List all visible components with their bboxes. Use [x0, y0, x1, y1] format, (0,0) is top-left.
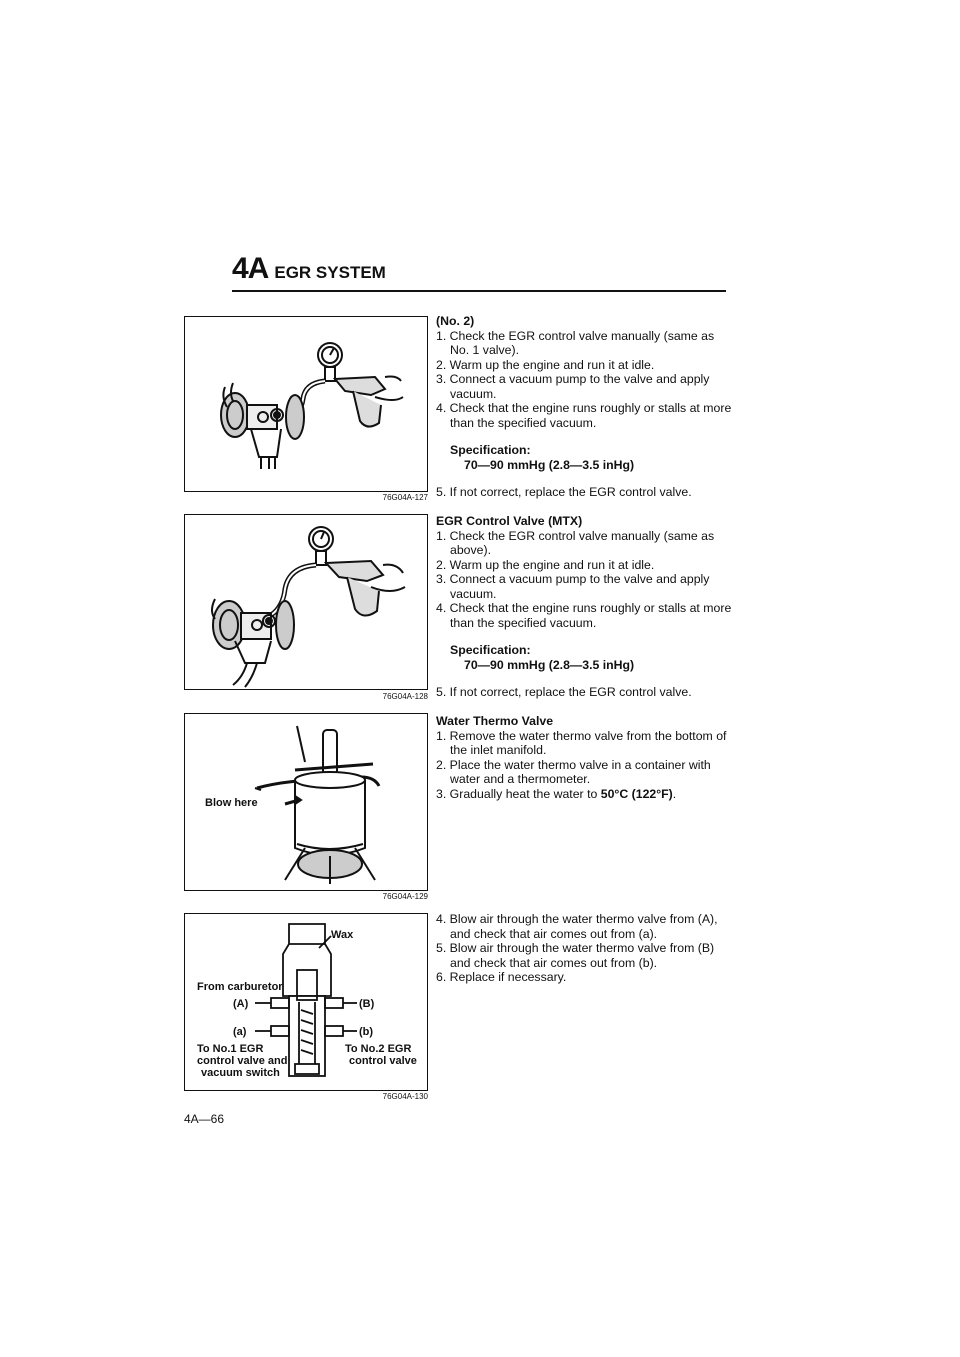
figure-egr-valve-mtx — [184, 514, 428, 690]
step-item: 4. Check that the engine runs roughly or stalls at more than the specified vacuum. — [436, 401, 732, 430]
page-header — [232, 252, 726, 286]
spec-value: 70—90 mmHg (2.8—3.5 inHg) — [464, 457, 635, 472]
step-item: 3. Connect a vacuum pump to the valve and apply vacuum. — [436, 572, 710, 601]
header-rule — [232, 290, 726, 292]
step-item: 5. Blow air through the water thermo valve from (B) and check that air comes out from (b). — [436, 941, 715, 970]
step-item: 4. Blow air through the water thermo valve from (A), and check that air comes out from (a). — [436, 912, 718, 941]
to-no2-line1: To No.2 EGR — [345, 1043, 412, 1055]
specification — [450, 643, 732, 672]
step-item: 3. Connect a vacuum pump to the valve and apply vacuum. — [436, 372, 710, 401]
section-egr-control-valve-mtx — [436, 514, 732, 700]
to-no2-line2: control valve — [349, 1055, 417, 1067]
water-thermo-valve-cross-section — [185, 914, 427, 1090]
step-item: 1. Remove the water thermo valve from the bottom of the inlet manifold. — [436, 728, 727, 757]
step-item: 1. Check the EGR control valve manually (same as No. 1 valve). — [436, 328, 715, 357]
step-item: 1. Check the EGR control valve manually (same as above). — [436, 528, 715, 557]
figure-egr-valve-no2 — [184, 316, 428, 492]
to-no1-line3: vacuum switch — [201, 1067, 280, 1079]
step-item: 6. Replace if necessary. — [436, 970, 567, 984]
figure-caption: 76G04A-129 — [382, 892, 428, 901]
egr-valve-mtx-vacuum-pump-illustration — [185, 515, 427, 689]
spec-label: Specification: — [450, 443, 531, 457]
section-title: EGR SYSTEM — [274, 263, 386, 282]
port-B-label: (B) — [359, 998, 375, 1010]
step-item: 2. Warm up the engine and run it at idle. — [436, 557, 655, 572]
section-heading: EGR Control Valve (MTX) — [436, 514, 583, 528]
wax-label: Wax — [331, 929, 354, 941]
specification — [450, 443, 732, 472]
section-heading: Water Thermo Valve — [436, 714, 554, 728]
figure-water-thermo-valve-test — [184, 713, 428, 891]
step-item: 2. Warm up the engine and run it at idle. — [436, 357, 655, 372]
figure-caption: 76G04A-130 — [382, 1092, 428, 1101]
page-number: 4A—66 — [184, 1112, 225, 1126]
step-item: 2. Place the water thermo valve in a container with water and a thermometer. — [436, 757, 711, 786]
step-item: 4. Check that the engine runs roughly or stalls at more than the specified vacuum. — [436, 601, 732, 630]
port-A-label: (A) — [233, 998, 249, 1010]
from-carburetor-label: From carburetor — [197, 981, 283, 993]
spec-label: Specification: — [450, 643, 531, 657]
egr-valve-vacuum-pump-illustration — [185, 317, 427, 491]
section-egr-control-valve-no2 — [436, 314, 732, 500]
spec-value: 70—90 mmHg (2.8—3.5 inHg) — [464, 657, 635, 672]
port-a-label: (a) — [233, 1026, 247, 1038]
temperature-value: 50°C (122°F) — [600, 786, 673, 801]
section-number: 4A — [232, 252, 269, 285]
port-b-label: (b) — [359, 1026, 374, 1038]
step-item: 5. If not correct, replace the EGR control valve. — [436, 685, 692, 699]
step-text: 3. Gradually heat the water to — [436, 786, 601, 801]
section-water-thermo-valve — [436, 714, 732, 801]
water-thermo-valve-container-illustration — [185, 714, 427, 890]
step-item: 5. If not correct, replace the EGR control valve. — [436, 485, 692, 499]
section-heading: (No. 2) — [436, 314, 475, 328]
figure-water-thermo-valve-diagram — [184, 913, 428, 1091]
figure-caption: 76G04A-127 — [382, 493, 428, 502]
section-water-thermo-valve-continued — [436, 912, 732, 985]
blow-here-label: Blow here — [205, 797, 258, 809]
to-no1-line1: To No.1 EGR — [197, 1043, 264, 1055]
step-item — [436, 787, 732, 802]
to-no1-line2: control valve and — [197, 1055, 288, 1067]
figure-caption: 76G04A-128 — [382, 692, 428, 701]
step-end: . — [672, 786, 677, 801]
